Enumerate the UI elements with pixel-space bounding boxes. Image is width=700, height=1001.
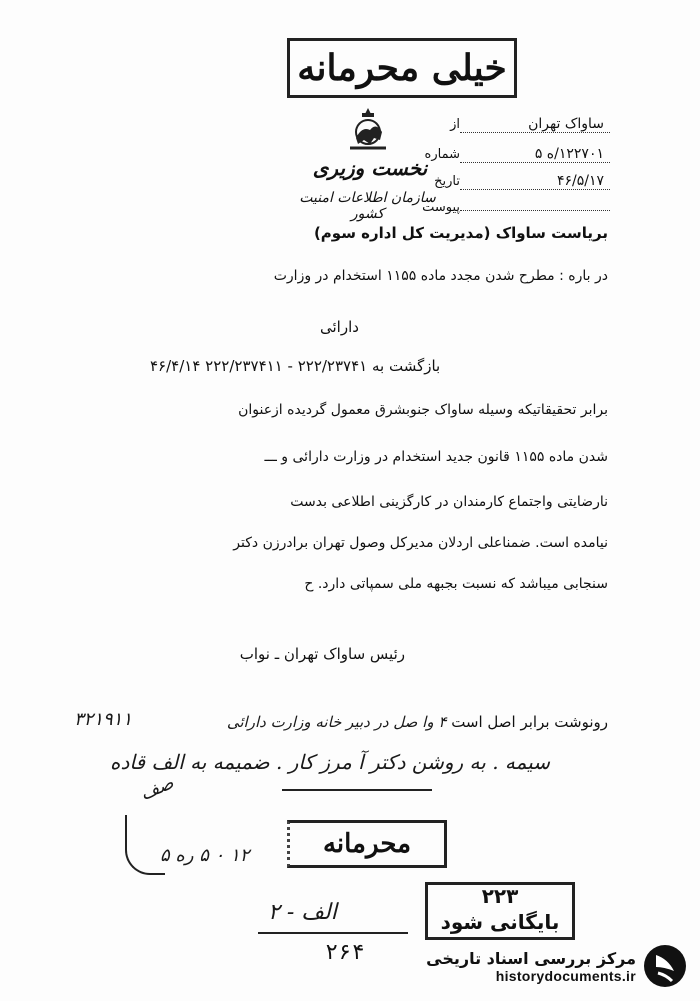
attachment-value [460,210,610,211]
signer-line: رئیس ساواک تهران ـ نواب [239,645,405,663]
watermark-footer [418,940,688,992]
recipient-line: بریاست ساواک (مدیریت کل اداره سوم) [313,224,608,242]
from-value: ساواک تهران [460,116,610,133]
alef-underline [258,932,408,934]
body-line: شدن ماده ۱۱۵۵ قانون جدید استخدام در وزارت دارائی و ـــ [264,449,608,465]
attachment-field [416,200,610,215]
attachment-label: پیوست [422,200,460,215]
date-label: تاریخ [434,174,460,189]
archive-logo-icon [642,943,688,989]
top-secret-stamp: خیلی محرمانه [287,38,517,98]
archive-text: بایگانی شود [440,910,560,934]
handwritten-underline [282,789,432,791]
handwritten-side-note: صف [137,772,177,805]
reference-line: بازگشت به ۲۲۲/۲۳۷۴۱ - ۲۲۲/۲۳۷۴۱۱ ۴۶/۴/۱۴ [150,357,441,375]
watermark-title: مرکز بررسی اسناد تاریخی [426,948,636,968]
watermark-url: historydocuments.ir [495,967,636,984]
date-field [428,173,610,190]
handwritten-alef-code: الف - ۲ [268,900,337,925]
number-label: شماره [424,147,460,162]
from-label: از [450,117,460,132]
page-number: ۲۶۴ [325,940,365,965]
copy-label: رونوشت برابر اصل است [451,713,608,731]
from-field [444,116,610,133]
handwritten-bracket [125,815,165,875]
body-line: نیامده است. ضمناعلی اردلان مدیرکل وصول تهران برادرزن دکتر [233,535,608,551]
handwritten-misc-note: ۱۲ ۰ ۵ ره ۵ [160,845,250,866]
subject-line: در باره : مطرح شدن مجدد ماده ۱۱۵۵ استخدام در وزارت [273,268,608,284]
archive-stamp [425,882,575,940]
number-value: ۱۲۲۷۰۱/ه ۵ [460,146,610,163]
copy-line [227,713,608,731]
body-line: سنجابی میباشد که نسبت بجبهه ملی سمپاتی دارد. ح [304,576,608,592]
handwritten-copy-extra: ۴ وا صل در دبیر خانه وزارت دارائی [226,713,447,731]
handwritten-copy-note: سیمه . به روشن دکتر آ مرز کار . ضمیمه به الف قاده [110,750,550,774]
archive-number: ۲۲۳ [481,884,519,908]
subject-continuation: دارائی [320,318,359,336]
body-line: برابر تحقیقاتیکه وسیله ساواک جنوبشرق معمول گردیده ازعنوان [238,402,608,418]
handwritten-number: ۳۲۱۹۱۱ [74,709,133,730]
body-line: نارضایتی واجتماع کارمندان در کارگزینی اطلاعی بدست [290,494,608,510]
org-subtitle: سازمان اطلاعات امنیت کشور [299,190,436,222]
date-value: ۴۶/۵/۱۷ [460,173,610,190]
org-name: نخست وزیری [312,156,428,180]
number-field [419,146,610,163]
lion-and-sun-emblem-icon [342,104,394,156]
confidential-stamp: محرمانه [287,820,447,868]
